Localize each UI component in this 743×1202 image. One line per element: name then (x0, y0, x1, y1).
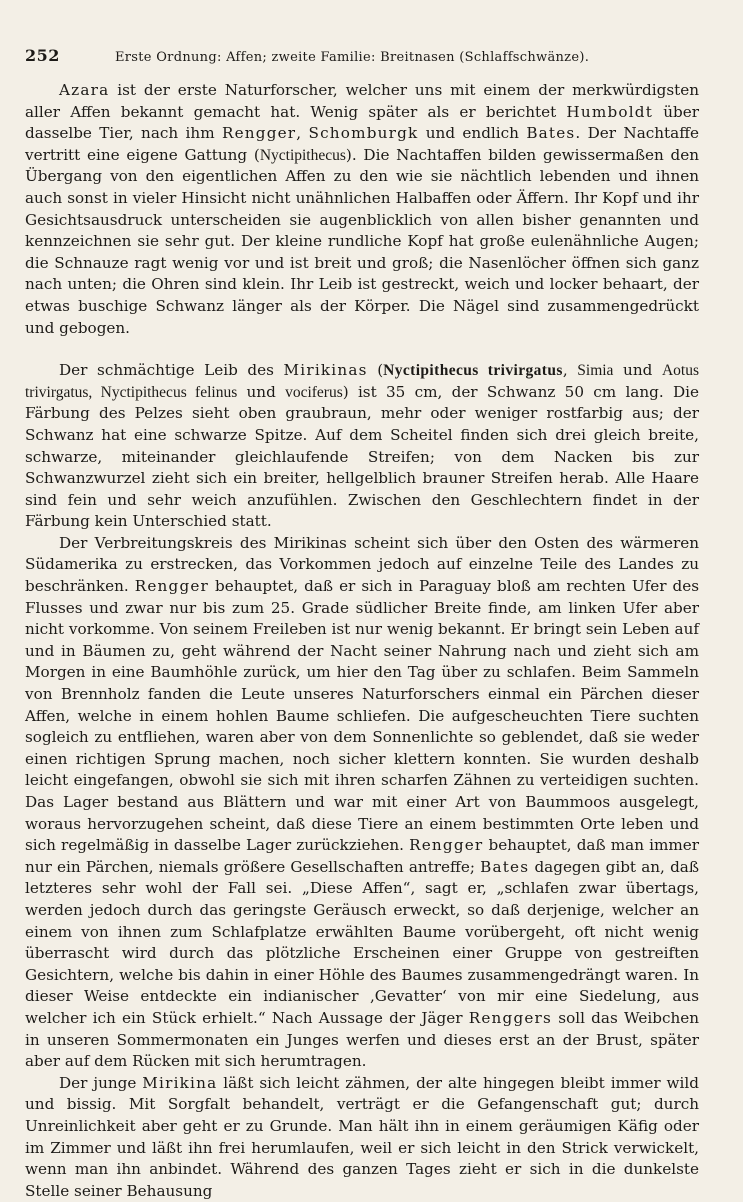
emphasis-text: Nyctipithecus trivirgatus (383, 362, 563, 380)
emphasis-text: Renggers (468, 1008, 553, 1027)
text-run: soll das Weibchen in unseren Sommermonaten ein Junges werfen und dieses erst an der Brust, später aber auf dem Rücken mit sich herumtragen. (25, 1008, 700, 1071)
text-run: über dasselbe Tier, nach ihm (25, 102, 699, 143)
paragraph (25, 1073, 699, 1202)
text-run: ist der erste Naturforscher, welcher uns mit einem der merkwürdigsten aller Affen bekannt gemacht hat. Wenig später als er berichtet (25, 81, 699, 121)
text-run: , (562, 361, 578, 380)
text-run: Der junge (59, 1073, 143, 1092)
paragraph (25, 360, 699, 533)
emphasis-text: Simia (577, 362, 614, 380)
emphasis-text: Nyctipithecus (259, 146, 346, 164)
text-run: ( (367, 361, 384, 380)
emphasis-text: Aotus trivirgatus, Nyctipithecus felinus (25, 362, 700, 401)
text-run: Der Verbreitungskreis des Mirikinas scheint sich über den Osten des wärmeren Südamerika zu erstrecken, das Vorkommen jedoch auf einzelne Teile des Landes zu beschränken. (25, 533, 699, 596)
emphasis-text: Rengger (409, 836, 484, 855)
paragraph-gap (25, 339, 699, 360)
text-run: behauptet, daß man immer nur ein Pärchen, niemals größere Gesellschaften antreffe; (25, 836, 700, 876)
emphasis-text: Schomburgk (308, 124, 419, 143)
text-run: ) ist 35 cm, der Schwanz 50 cm lang. Die Färbung des Pelzes sieht oben graubraun, mehr oder weniger rostfarbig aus; der Schwanz hat eine schwarze Spitze. Auf dem Scheitel finden sich drei gleich breite, schwarze, miteinander gleichlaufende Streifen; von dem Nacken bis zur Schwanzwurzel zieht sich ein breiter, hellgelblich brauner Streifen herab. Alle Haare sind fein und sehr weich anzufühlen. Zwischen den Geschlechtern findet in der Färbung kein Unterschied statt. (25, 382, 699, 531)
text-run: und (237, 382, 286, 401)
text-run: und (613, 361, 662, 380)
text-run: . Der Nachtaffe vertritt eine eigene Gattung ( (25, 124, 699, 164)
emphasis-text: Rengger (134, 577, 210, 596)
text-run: Der schmächtige Leib des (59, 361, 284, 380)
text-run: und endlich (418, 124, 527, 143)
emphasis-text: Bates (480, 857, 530, 876)
page-header (25, 46, 699, 72)
emphasis-text: Bates (526, 124, 576, 143)
text-run: , (296, 124, 309, 143)
emphasis-text: Mirikinas (283, 361, 368, 380)
body-text (25, 80, 699, 1202)
text-run: ). Die Nachtaffen bilden gewissermaßen den Übergang von den eigentlichen Affen zu den wie sie nächtlich lebenden und ihnen auch sonst in vieler Hinsicht nicht unähnlichen Halbaffen oder Äffern. Ihr Kopf und ihr Gesichtsausdruck unterscheiden sie augenblicklich von allen bisher genannten und kennzeichnen sie sehr gut. Der kleine rundliche Kopf hat große eulenähnliche Augen; die Schnauze ragt wenig vor und ist breit und groß; die Nasenlöcher öffnen sich ganz nach unten; die Ohren sind klein. Ihr Leib ist gestreckt, weich und locker behaart, der etwas buschige Schwanz länger als der Körper. Die Nägel sind zusammengedrückt und gebogen. (25, 145, 699, 337)
text-run: behauptet, daß er sich in Paraguay bloß am rechten Ufer des Flusses und zwar nur bis zum 25. Grade südlicher Breite finde, am linken Ufer aber nicht vorkomme. Von seinem Freileben ist nur wenig bekannt. Er bringt sein Leben auf und in Bäumen zu, geht während der Nacht seiner Nahrung nach und zieht sich am Morgen in eine Baumhöhle zurück, um hier den Tag über zu schlafen. Beim Sammeln von Brennholz fanden die Leute unseres Naturforschers einmal ein Pärchen dieser Affen, welche in einem hohlen Baume schliefen. Die aufgescheuchten Tiere suchten sogleich zu entfliehen, waren aber von dem Sonnenlichte so geblendet, daß sie weder einen richtigen Sprung machen, noch sicher klettern konnten. Sie wurden deshalb leicht eingefangen, obwohl sie sich mit ihren scharfen Zähnen zu verteidigen suchten. Das Lager bestand aus Blättern und war mit einer Art von Baummoos ausgelegt, woraus hervorzugehen scheint, daß diese Tiere an einem bestimmten Orte leben und sich regelmäßig in dasselbe Lager zurückziehen. (25, 577, 700, 855)
text-run: läßt sich leicht zähmen, der alte hingegen bleibt immer wild und bissig. Mit Sorgfalt behandelt, verträgt er die Gefangenschaft gut; durch Unreinlichkeit aber geht er zu Grunde. Man hält ihn in einem geräumigen Käfig oder im Zimmer und läßt ihn frei herumlaufen, weil er sich leicht in den Strick verwickelt, wenn man ihn anbindet. Während des ganzen Tages zieht er sich in die dunkelste Stelle seiner Behausung (25, 1073, 699, 1200)
emphasis-text: Azara (59, 81, 110, 99)
page-number: 252 (25, 46, 60, 65)
text-run: dagegen gibt an, daß letzteres sehr wohl der Fall sei. „Diese Affen“, sagt er, „schlafen zwar übertags, werden jedoch durch das geringste Geräusch erweckt, so daß derjenige, welcher an einem von ihnen zum Schlafplatze erwählten Baume vorübergeht, oft nicht wenig überrascht wird durch das plötzliche Erscheinen einer Gruppe von gestreiften Gesichtern, welche bis dahin in einer Höhle des Baumes zusammengedrängt waren. In dieser Weise entdeckte ein indianischer ‚Gevatter‘ von mir eine Siedelung, aus welcher ich ein Stück erhielt.“ Nach Aussage der Jäger (25, 857, 700, 1027)
paragraph (25, 533, 699, 1073)
running-head: Erste Ordnung: Affen; zweite Familie: Breitnasen (Schlaffschwänze). (115, 50, 590, 65)
emphasis-text: Humboldt (566, 102, 653, 121)
emphasis-text: Mirikina (142, 1073, 218, 1092)
emphasis-text: vociferus (285, 383, 343, 401)
emphasis-text: Rengger (221, 124, 297, 143)
paragraph (25, 80, 699, 339)
